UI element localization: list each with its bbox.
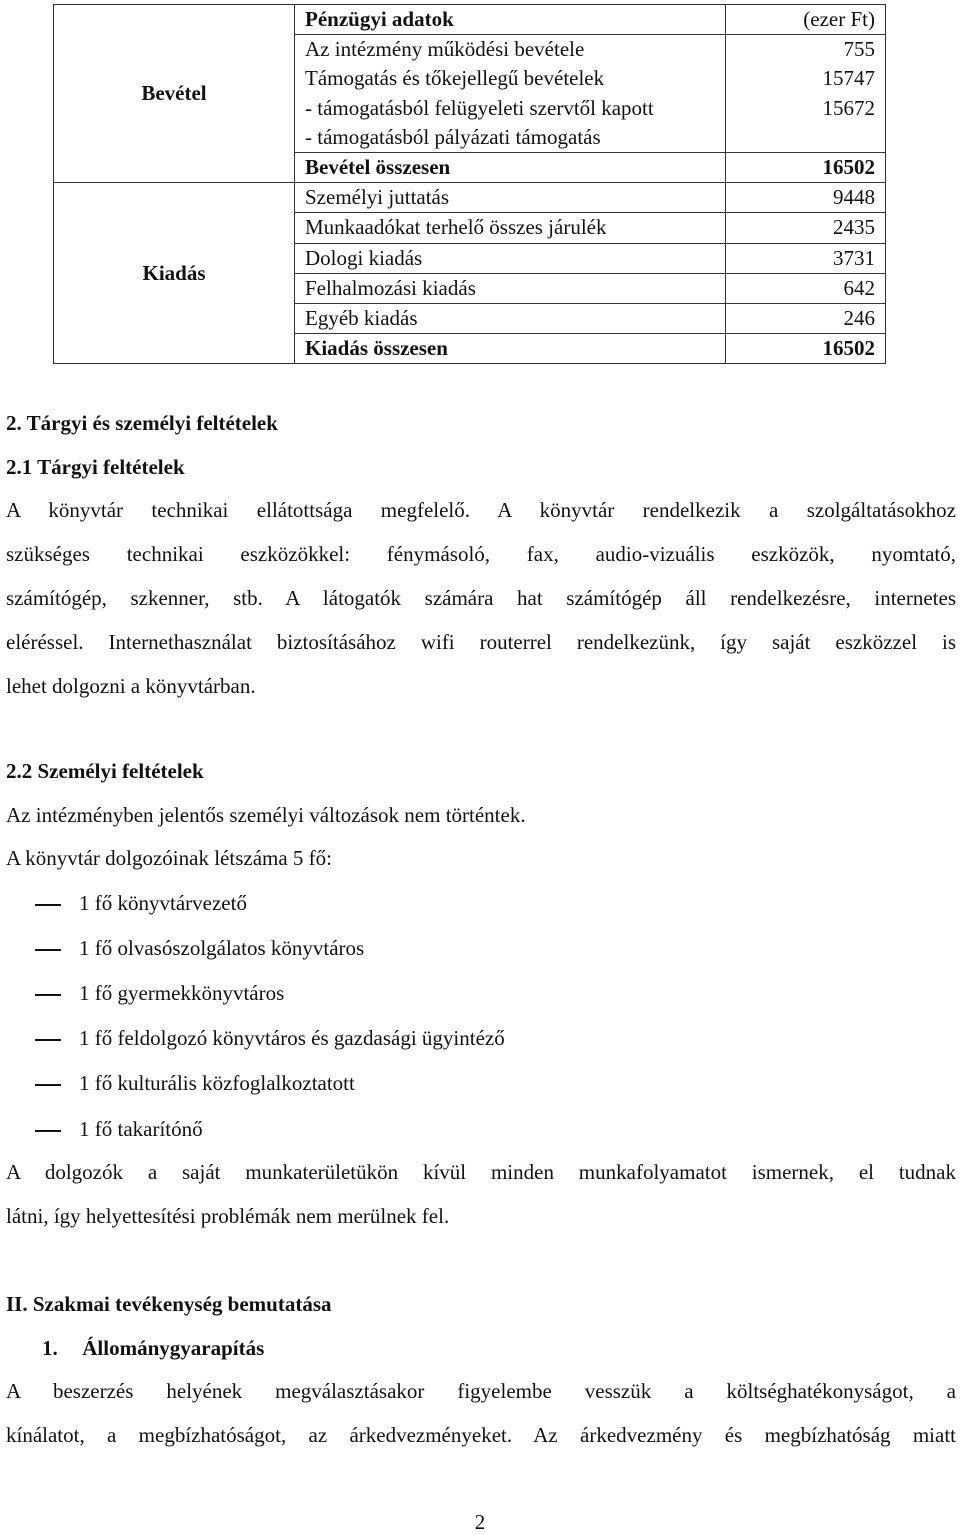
section-2-1-heading: 2.1 Tárgyi feltételek <box>6 455 185 479</box>
list-item: 1 fő könyvtárvezető <box>35 891 247 916</box>
dash-bullet-icon <box>35 949 61 951</box>
paragraph-line: eléréssel. Internethasználat biztosításához wifi routerrel rendelkezünk, így saját eszközzel is <box>6 630 956 654</box>
table-row: Az intézmény működési bevétele 755 <box>54 35 886 65</box>
section-2-heading: 2. Tárgyi és személyi feltételek <box>6 411 278 435</box>
part-ii-subheading <box>42 1336 642 1361</box>
part-ii-heading: II. Szakmai tevékenység bemutatása <box>6 1292 332 1316</box>
closing-paragraph <box>6 1150 956 1238</box>
table-row: Felhalmozási kiadás 642 <box>54 273 886 303</box>
subheading-title: Állománygyarapítás <box>82 1336 265 1360</box>
dash-bullet-icon <box>35 1039 61 1041</box>
paragraph-line: szükséges technikai eszközökkel: fénymásoló, fax, audio-vizuális eszközök, nyomtató, <box>6 542 956 566</box>
paragraph-line: lehet dolgozni a könyvtárban. <box>6 674 256 698</box>
dash-bullet-icon <box>35 1130 61 1132</box>
dash-bullet-icon <box>35 904 61 906</box>
paragraph-line: A beszerzés helyének megválasztásakor figyelembe vesszük a költséghatékonyságot, a <box>6 1379 956 1403</box>
section-2-2-line-2: A könyvtár dolgozóinak létszáma 5 fő: <box>6 846 333 870</box>
paragraph-line: látni, így helyettesítési problémák nem merülnek fel. <box>6 1204 450 1228</box>
table-row: - támogatásból pályázati támogatás <box>54 123 886 153</box>
list-item: 1 fő gyermekkönyvtáros <box>35 981 284 1006</box>
table-row: Dologi kiadás 3731 <box>54 243 886 273</box>
paragraph-line: A könyvtár technikai ellátottsága megfelelő. A könyvtár rendelkezik a szolgáltatásokhoz <box>6 498 956 522</box>
table-header-unit: (ezer Ft) <box>726 5 886 35</box>
expense-category: Kiadás <box>54 183 295 364</box>
section-2-1-paragraph <box>6 488 956 708</box>
part-ii-paragraph <box>6 1369 956 1457</box>
list-item: 1 fő kulturális közfoglalkoztatott <box>35 1071 355 1096</box>
paragraph-line: A dolgozók a saját munkaterületükön kívül minden munkafolyamatot ismernek, el tudnak <box>6 1160 956 1184</box>
table-row: Kiadás Személyi juttatás 9448 <box>54 183 886 213</box>
income-category: Bevétel <box>54 5 295 183</box>
dash-bullet-icon <box>35 994 61 996</box>
list-item: 1 fő takarítónő <box>35 1117 203 1142</box>
section-2-2-heading: 2.2 Személyi feltételek <box>6 759 204 783</box>
financial-table <box>53 4 886 364</box>
table-row: Munkaadókat terhelő összes járulék 2435 <box>54 213 886 243</box>
income-total-row: Bevétel összesen 16502 <box>54 152 886 182</box>
dash-bullet-icon <box>35 1084 61 1086</box>
section-2-2-line-1: Az intézményben jelentős személyi változások nem történtek. <box>6 803 526 827</box>
table-row: - támogatásból felügyeleti szervtől kapott 15672 <box>54 94 886 123</box>
paragraph-line: kínálatot, a megbízhatóságot, az árkedvezményeket. Az árkedvezmény és megbízhatóság miatt <box>6 1423 956 1447</box>
table-row: Egyéb kiadás 246 <box>54 303 886 333</box>
list-item: 1 fő olvasószolgálatos könyvtáros <box>35 936 364 961</box>
table-header-label: Pénzügyi adatok <box>295 5 726 35</box>
page-number: 2 <box>474 1510 486 1534</box>
subheading-number: 1. <box>42 1336 58 1360</box>
list-item: 1 fő feldolgozó könyvtáros és gazdasági ügyintéző <box>35 1026 505 1051</box>
paragraph-line: számítógép, szkenner, stb. A látogatók számára hat számítógép áll rendelkezésre, internetes <box>6 586 956 610</box>
expense-total-row: Kiadás összesen 16502 <box>54 334 886 364</box>
table-row: Támogatás és tőkejellegű bevételek 15747 <box>54 64 886 93</box>
